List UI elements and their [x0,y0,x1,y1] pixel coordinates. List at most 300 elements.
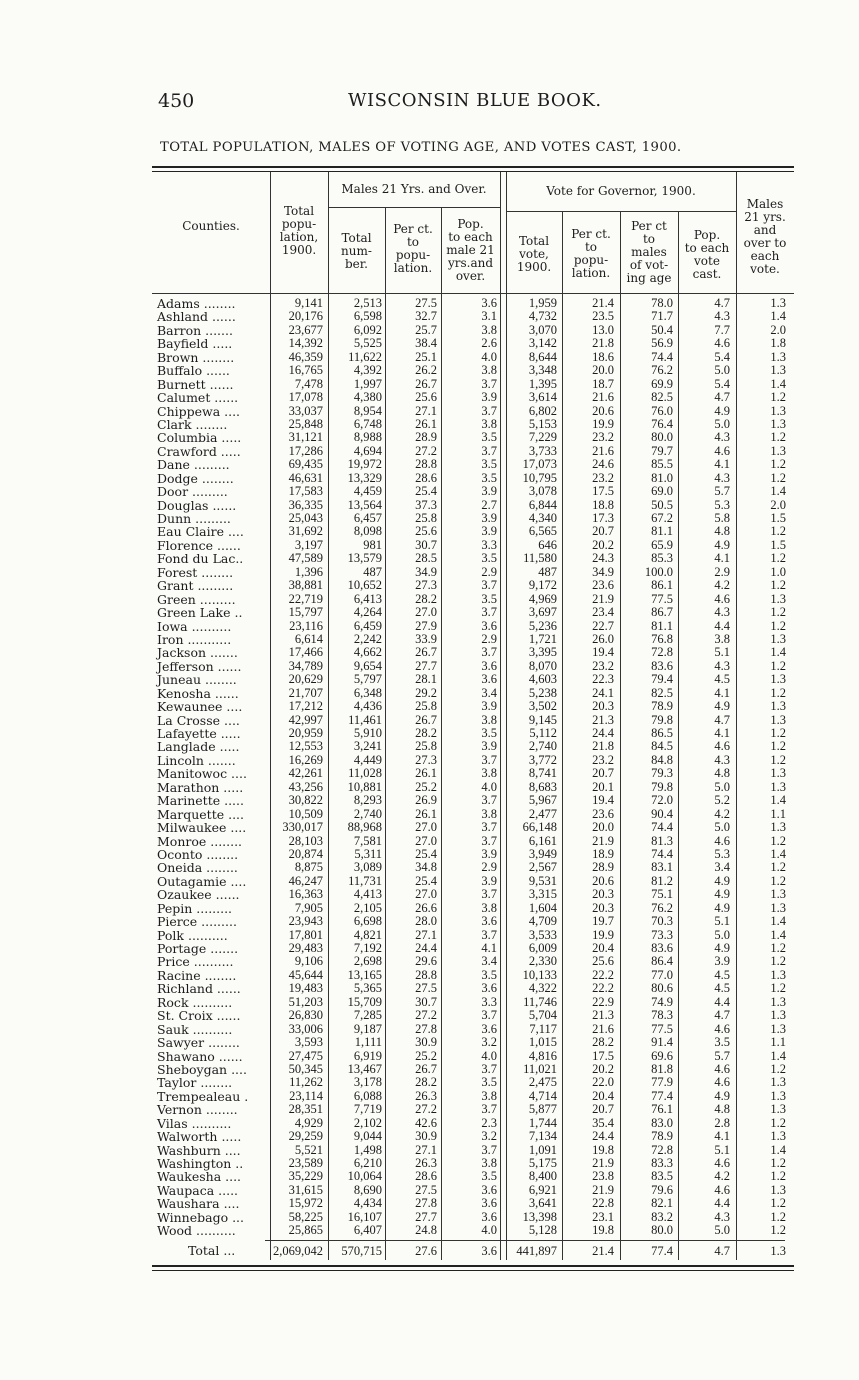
table-row [152,606,794,619]
vote-pct-males: 78.9 [651,699,673,714]
table-row [152,1050,794,1063]
pop-per-vote: 4.7 [714,1008,730,1023]
males-total: 8,988 [353,430,382,445]
vote-pct-population: 19.9 [592,416,614,431]
header-line: vote. [750,262,780,276]
males-total: 4,392 [353,363,382,378]
total-population: 16,765 [288,363,323,378]
males-pct-population: 26.7 [415,712,437,727]
vote-pct-males: 80.6 [651,981,673,996]
total-population: 25,848 [288,416,323,431]
males-per-vote: 1.3 [770,672,786,687]
males-per-vote: 1.3 [770,631,786,646]
males-total: 9,654 [353,658,382,673]
males-per-vote: 1.2 [770,457,786,472]
total-vote: 3,078 [528,484,557,499]
males-pct-population: 26.7 [415,376,437,391]
males-per-vote: 1.2 [770,873,786,888]
vote-pct-population: 22.8 [592,1196,614,1211]
total-rule [265,1240,785,1241]
total-population: 2,069,042 [273,1244,323,1258]
vote-pct-males: 77.5 [651,1021,673,1036]
total-population: 23,943 [288,914,323,929]
males-per-vote: 1.2 [770,726,786,740]
pop-per-male: 3.8 [481,416,497,431]
total-population: 19,483 [288,981,323,996]
pop-per-male: 3.9 [481,699,497,714]
pop-per-vote: 5.1 [714,645,730,660]
vote-pct-males: 76.1 [651,1102,673,1117]
males-total: 7,192 [353,941,382,955]
county-name: Langlade ..... [157,739,240,755]
total-population: 51,203 [288,994,323,1009]
males-total: 570,715 [341,1244,382,1258]
total-population: 17,466 [288,645,323,660]
vote-pct-population: 21.8 [592,336,614,351]
table-row [152,982,794,995]
males-pct-population: 25.4 [415,873,437,888]
total-vote: 5,175 [528,1156,557,1170]
table-row [152,1090,794,1103]
total-vote: 4,340 [528,511,557,525]
header-rule [152,293,794,294]
pop-per-male: 3.7 [481,578,497,593]
total-vote: 4,709 [528,914,557,929]
county-name: Manitowoc .... [157,766,247,782]
vote-pct-population: 20.6 [592,873,614,888]
pop-per-vote: 4.4 [714,994,730,1009]
males-per-vote: 1.2 [770,1156,786,1170]
vote-pct-population: 28.9 [592,860,614,875]
pop-per-vote: 4.6 [714,1061,730,1076]
vote-pct-population: 23.2 [592,430,614,445]
vote-pct-males: 78.3 [651,1008,673,1023]
total-vote: 7,117 [529,1021,557,1036]
vote-pct-males: 83.2 [651,1209,673,1224]
males-per-vote: 1.3 [770,296,786,310]
county-name: Barron ....... [157,322,233,338]
total-population: 20,959 [288,726,323,740]
males-total: 5,797 [353,672,382,687]
males-per-vote: 1.4 [770,793,786,808]
vote-pct-males: 73.3 [651,927,673,942]
males-total: 5,525 [353,336,382,351]
males-per-vote: 1.4 [770,309,786,324]
vote-pct-males: 65.9 [651,537,673,552]
total-vote: 8,400 [528,1169,557,1184]
total-population: 8,875 [294,860,323,875]
total-population: 45,644 [288,967,323,982]
males-pct-population: 25.4 [415,484,437,499]
males-total: 11,461 [348,712,382,727]
total-population: 38,881 [288,578,323,593]
males-per-vote: 1.0 [770,564,786,579]
pop-per-vote: 5.0 [714,416,730,431]
pop-per-vote: 2.9 [714,564,730,579]
total-vote: 487 [538,564,557,579]
males-per-vote: 2.0 [770,322,786,337]
pop-per-vote: 4.3 [714,1209,730,1224]
total-population: 69,435 [288,457,323,472]
males-total: 4,662 [353,645,382,660]
males-total: 13,579 [347,551,382,566]
males-per-vote: 1.3 [770,403,786,418]
total-population: 17,212 [288,699,323,714]
table-row [152,969,794,982]
males-total: 6,088 [353,1088,382,1103]
males-total: 4,436 [353,699,382,714]
males-pct-population: 27.3 [415,578,437,593]
table-row [152,418,794,431]
males-per-vote: 1.2 [770,739,786,754]
total-population: 5,521 [294,1142,323,1157]
total-vote: 5,877 [528,1102,557,1117]
pop-per-male: 3.7 [481,820,497,835]
vote-pct-population: 21.4 [592,296,614,310]
total-population: 6,614 [294,631,323,646]
total-population: 330,017 [282,820,323,835]
total-population: 12,553 [288,739,323,754]
total-population: 17,801 [288,927,323,942]
total-population: 28,351 [288,1102,323,1117]
vote-pct-population: 13.0 [592,322,614,337]
county-name: Dunn ......... [157,511,231,526]
pop-per-vote: 4.3 [714,430,730,445]
table-row [152,1130,794,1143]
table-row [152,525,794,538]
vote-pct-males: 75.1 [651,887,673,902]
males-total: 4,694 [353,443,382,458]
total-vote: 6,009 [528,941,557,955]
pop-per-male: 3.7 [481,605,497,620]
county-name: Crawford ..... [157,443,241,459]
vote-pct-population: 35.4 [592,1115,614,1130]
pop-per-male: 3.9 [481,484,497,499]
males-total: 10,064 [347,1169,382,1184]
county-name: Columbia ..... [157,430,242,446]
males-per-vote: 1.3 [770,994,786,1009]
males-pct-population: 42.6 [415,1115,437,1130]
males-per-vote: 1.2 [770,605,786,620]
males-pct-population: 37.3 [415,497,437,512]
vote-pct-population: 28.2 [592,1035,614,1050]
males-total: 2,102 [353,1115,382,1130]
total-population: 20,176 [288,309,323,324]
males-pct-population: 26.7 [415,645,437,660]
pop-per-vote: 4.9 [714,537,730,552]
vote-pct-population: 19.9 [592,927,614,942]
vote-pct-males: 82.5 [651,685,673,700]
vote-pct-males: 85.5 [651,457,673,472]
vote-pct-males: 91.4 [651,1035,673,1050]
pop-per-vote: 4.7 [714,1244,730,1258]
males-per-vote: 1.2 [770,941,786,955]
vote-pct-population: 20.4 [592,1088,614,1103]
total-population: 23,116 [289,618,323,633]
males-pct-population: 25.6 [415,390,437,405]
county-name: Shawano ...... [157,1048,243,1064]
pop-per-vote: 5.1 [714,1142,730,1157]
vote-pct-population: 20.7 [592,1102,614,1117]
males-total: 1,498 [353,1142,382,1157]
males-total: 487 [363,564,382,579]
total-population: 15,972 [288,1196,323,1211]
pop-per-vote: 5.7 [714,1048,730,1063]
males-per-vote: 1.3 [770,766,786,781]
county-name: Jackson ....... [157,645,238,661]
males-per-vote: 1.3 [770,1102,786,1117]
males-total: 6,698 [353,914,382,929]
total-vote: 9,172 [528,578,557,593]
males-pct-population: 26.1 [415,806,437,821]
vote-pct-population: 21.3 [592,1008,614,1023]
table-row [152,1117,794,1130]
total-vote: 3,395 [528,645,557,660]
total-vote: 11,580 [523,551,557,566]
pop-per-male: 3.6 [481,618,497,633]
county-name: Burnett ...... [157,376,234,392]
males-per-vote: 1.2 [770,685,786,700]
pop-per-vote: 4.9 [714,887,730,902]
county-name: Price .......... [157,954,234,970]
males-pct-population: 32.7 [415,309,437,324]
males-pct-population: 25.6 [415,524,437,539]
pop-per-vote: 4.8 [714,524,730,539]
males-pct-population: 26.3 [415,1088,437,1103]
pop-per-vote: 5.0 [714,779,730,794]
males-per-vote: 1.4 [770,914,786,929]
males-total: 6,348 [353,685,382,700]
pop-per-vote: 4.6 [714,833,730,848]
table-row [152,1144,794,1157]
table-row [152,364,794,377]
males-pct-population: 29.6 [415,954,437,969]
county-name: Pierce ......... [157,914,237,930]
table-row [152,324,794,337]
table-row [152,593,794,606]
county-name: Clark ........ [157,416,228,432]
pop-per-vote: 5.4 [714,376,730,391]
total-vote: 1,015 [528,1035,557,1050]
vote-pct-males: 79.6 [651,1182,673,1197]
total-population: 16,363 [288,887,323,902]
vote-pct-population: 20.6 [592,403,614,418]
vote-pct-population: 23.8 [592,1169,614,1184]
pop-per-male: 3.5 [481,470,497,485]
males-total: 4,413 [353,887,382,902]
males-per-vote: 1.4 [770,484,786,499]
vote-pct-population: 21.9 [592,1156,614,1170]
total-population: 3,593 [294,1035,323,1050]
total-vote: 3,733 [528,443,557,458]
males-per-vote: 2.0 [770,497,786,512]
vote-pct-population: 20.3 [592,699,614,714]
vote-pct-males: 69.6 [651,1048,673,1063]
table-row [152,405,794,418]
vote-pct-population: 21.9 [592,833,614,848]
pop-per-male: 3.6 [481,1182,497,1197]
males-total: 1,997 [353,376,382,391]
running-head: WISCONSIN BLUE BOOK. [348,90,602,111]
males-pct-population: 24.4 [415,941,437,955]
males-per-vote: 1.3 [770,712,786,727]
vote-pct-population: 21.6 [592,443,614,458]
total-vote: 7,134 [528,1129,557,1144]
table-row [152,445,794,458]
county-name: Sauk .......... [157,1021,233,1037]
pop-per-vote: 4.9 [714,1088,730,1103]
males-pct-population: 25.4 [415,846,437,861]
pop-per-vote: 4.2 [714,806,730,821]
pop-per-male: 3.7 [481,403,497,418]
vote-pct-population: 21.6 [592,1021,614,1036]
pop-per-male: 3.7 [481,1142,497,1157]
males-per-vote: 1.2 [770,1209,786,1224]
table-row [152,391,794,404]
total-vote: 3,142 [528,336,557,351]
males-pct-population: 30.9 [415,1129,437,1144]
total-vote: 1,604 [528,900,557,915]
males-pct-population: 27.2 [415,1008,437,1023]
table-row [152,848,794,861]
county-name: Pepin ......... [157,900,233,916]
total-vote: 4,732 [528,309,557,324]
vote-pct-population: 22.7 [592,618,614,633]
males-pct-population: 27.7 [415,658,437,673]
vote-pct-males: 69.0 [651,484,673,499]
pop-per-male: 4.1 [481,941,497,955]
county-name: Trempealeau . [157,1088,249,1104]
pop-per-vote: 5.7 [714,484,730,499]
vote-pct-males: 77.4 [651,1244,673,1258]
males-pct-population: 27.2 [415,1102,437,1117]
header-line: lation, [279,230,319,244]
vote-pct-males: 50.5 [651,497,673,512]
vote-pct-population: 18.7 [592,376,614,391]
county-name: Kenosha ...... [157,685,239,701]
total-population: 47,589 [288,551,323,566]
males-total: 11,028 [348,766,382,781]
vote-pct-males: 83.3 [651,1156,673,1170]
males-total: 8,293 [353,793,382,808]
vote-pct-males: 81.0 [651,470,673,485]
header-line: and [753,223,777,237]
table-row [152,1036,794,1049]
county-name: Total ... [188,1243,236,1258]
header-line: over. [455,269,486,283]
males-pct-population: 27.1 [415,1142,437,1157]
total-population: 9,141 [294,296,323,310]
males-per-vote: 1.2 [770,390,786,405]
vote-pct-males: 81.8 [651,1061,673,1076]
vote-pct-population: 20.1 [592,779,614,794]
males-total: 6,210 [353,1156,382,1170]
county-name: Portage ....... [157,941,239,956]
males-pct-population: 38.4 [415,336,437,351]
pop-per-vote: 5.3 [714,846,730,861]
table-row [152,499,794,512]
vote-pct-population: 25.6 [592,954,614,969]
total-population: 17,078 [288,390,323,405]
header-line: 1900. [516,260,552,274]
males-pct-population: 25.7 [415,322,437,337]
vote-pct-population: 23.6 [592,578,614,593]
males-pct-population: 27.8 [415,1196,437,1211]
header-males-each-vote [736,198,794,276]
vote-pct-males: 79.7 [651,443,673,458]
vote-pct-population: 19.7 [592,914,614,929]
vote-pct-population: 23.2 [592,752,614,767]
header-line: male 21 [446,243,495,257]
county-name: Vernon ........ [157,1102,238,1118]
table-row [152,566,794,579]
pop-per-vote: 2.8 [714,1115,730,1130]
header-vote-group: Vote for Governor, 1900. [546,184,696,198]
total-population: 33,006 [288,1021,323,1036]
pop-per-male: 2.9 [481,631,497,646]
county-name: Door ......... [157,484,228,500]
vote-pct-population: 20.7 [592,766,614,781]
vote-pct-males: 77.5 [651,591,673,606]
total-vote: 3,502 [528,699,557,714]
bottom-rule-thin [152,1270,794,1271]
males-total: 6,459 [353,618,382,633]
total-population: 3,197 [294,537,323,552]
vote-pct-population: 17.5 [592,484,614,499]
pop-per-vote: 4.2 [714,1169,730,1184]
pop-per-vote: 5.0 [714,820,730,835]
vote-pct-males: 79.8 [651,779,673,794]
total-vote: 2,477 [528,806,557,821]
vote-pct-males: 86.5 [651,726,673,740]
males-total: 5,365 [353,981,382,996]
males-pct-population: 27.5 [415,1182,437,1197]
header-line: 1900. [281,243,317,257]
males-pct-population: 25.1 [415,349,437,364]
vote-pct-population: 17.3 [592,511,614,525]
total-population: 20,874 [288,846,323,861]
table-row [152,337,794,350]
total-vote: 6,844 [528,497,557,512]
total-population: 42,997 [288,712,323,727]
males-pct-population: 27.0 [415,887,437,902]
males-pct-population: 25.2 [415,1048,437,1063]
males-per-vote: 1.4 [770,846,786,861]
total-vote: 441,897 [516,1244,557,1258]
header-vote-pct-males [620,220,678,285]
vote-pct-males: 76.2 [651,900,673,915]
header-line: popu- [395,248,431,262]
vote-pct-males: 71.7 [651,309,673,324]
vote-pct-males: 81.2 [651,873,673,888]
males-total: 2,242 [353,631,382,646]
total-vote: 3,348 [528,363,557,378]
pop-per-male: 3.6 [481,1196,497,1211]
males-pct-population: 27.5 [415,296,437,310]
county-name: Iowa .......... [157,618,232,634]
pop-per-vote: 4.9 [714,699,730,714]
header-line: Total [283,204,315,218]
total-vote: 4,969 [528,591,557,606]
vote-pct-population: 20.2 [592,1061,614,1076]
pop-per-vote: 4.2 [714,578,730,593]
vote-pct-population: 20.4 [592,941,614,955]
table-body [152,297,794,1238]
vote-pct-population: 23.1 [592,1209,614,1224]
males-pct-population: 28.2 [415,726,437,740]
vote-pct-population: 22.2 [592,981,614,996]
county-name: Washburn .... [157,1142,241,1158]
